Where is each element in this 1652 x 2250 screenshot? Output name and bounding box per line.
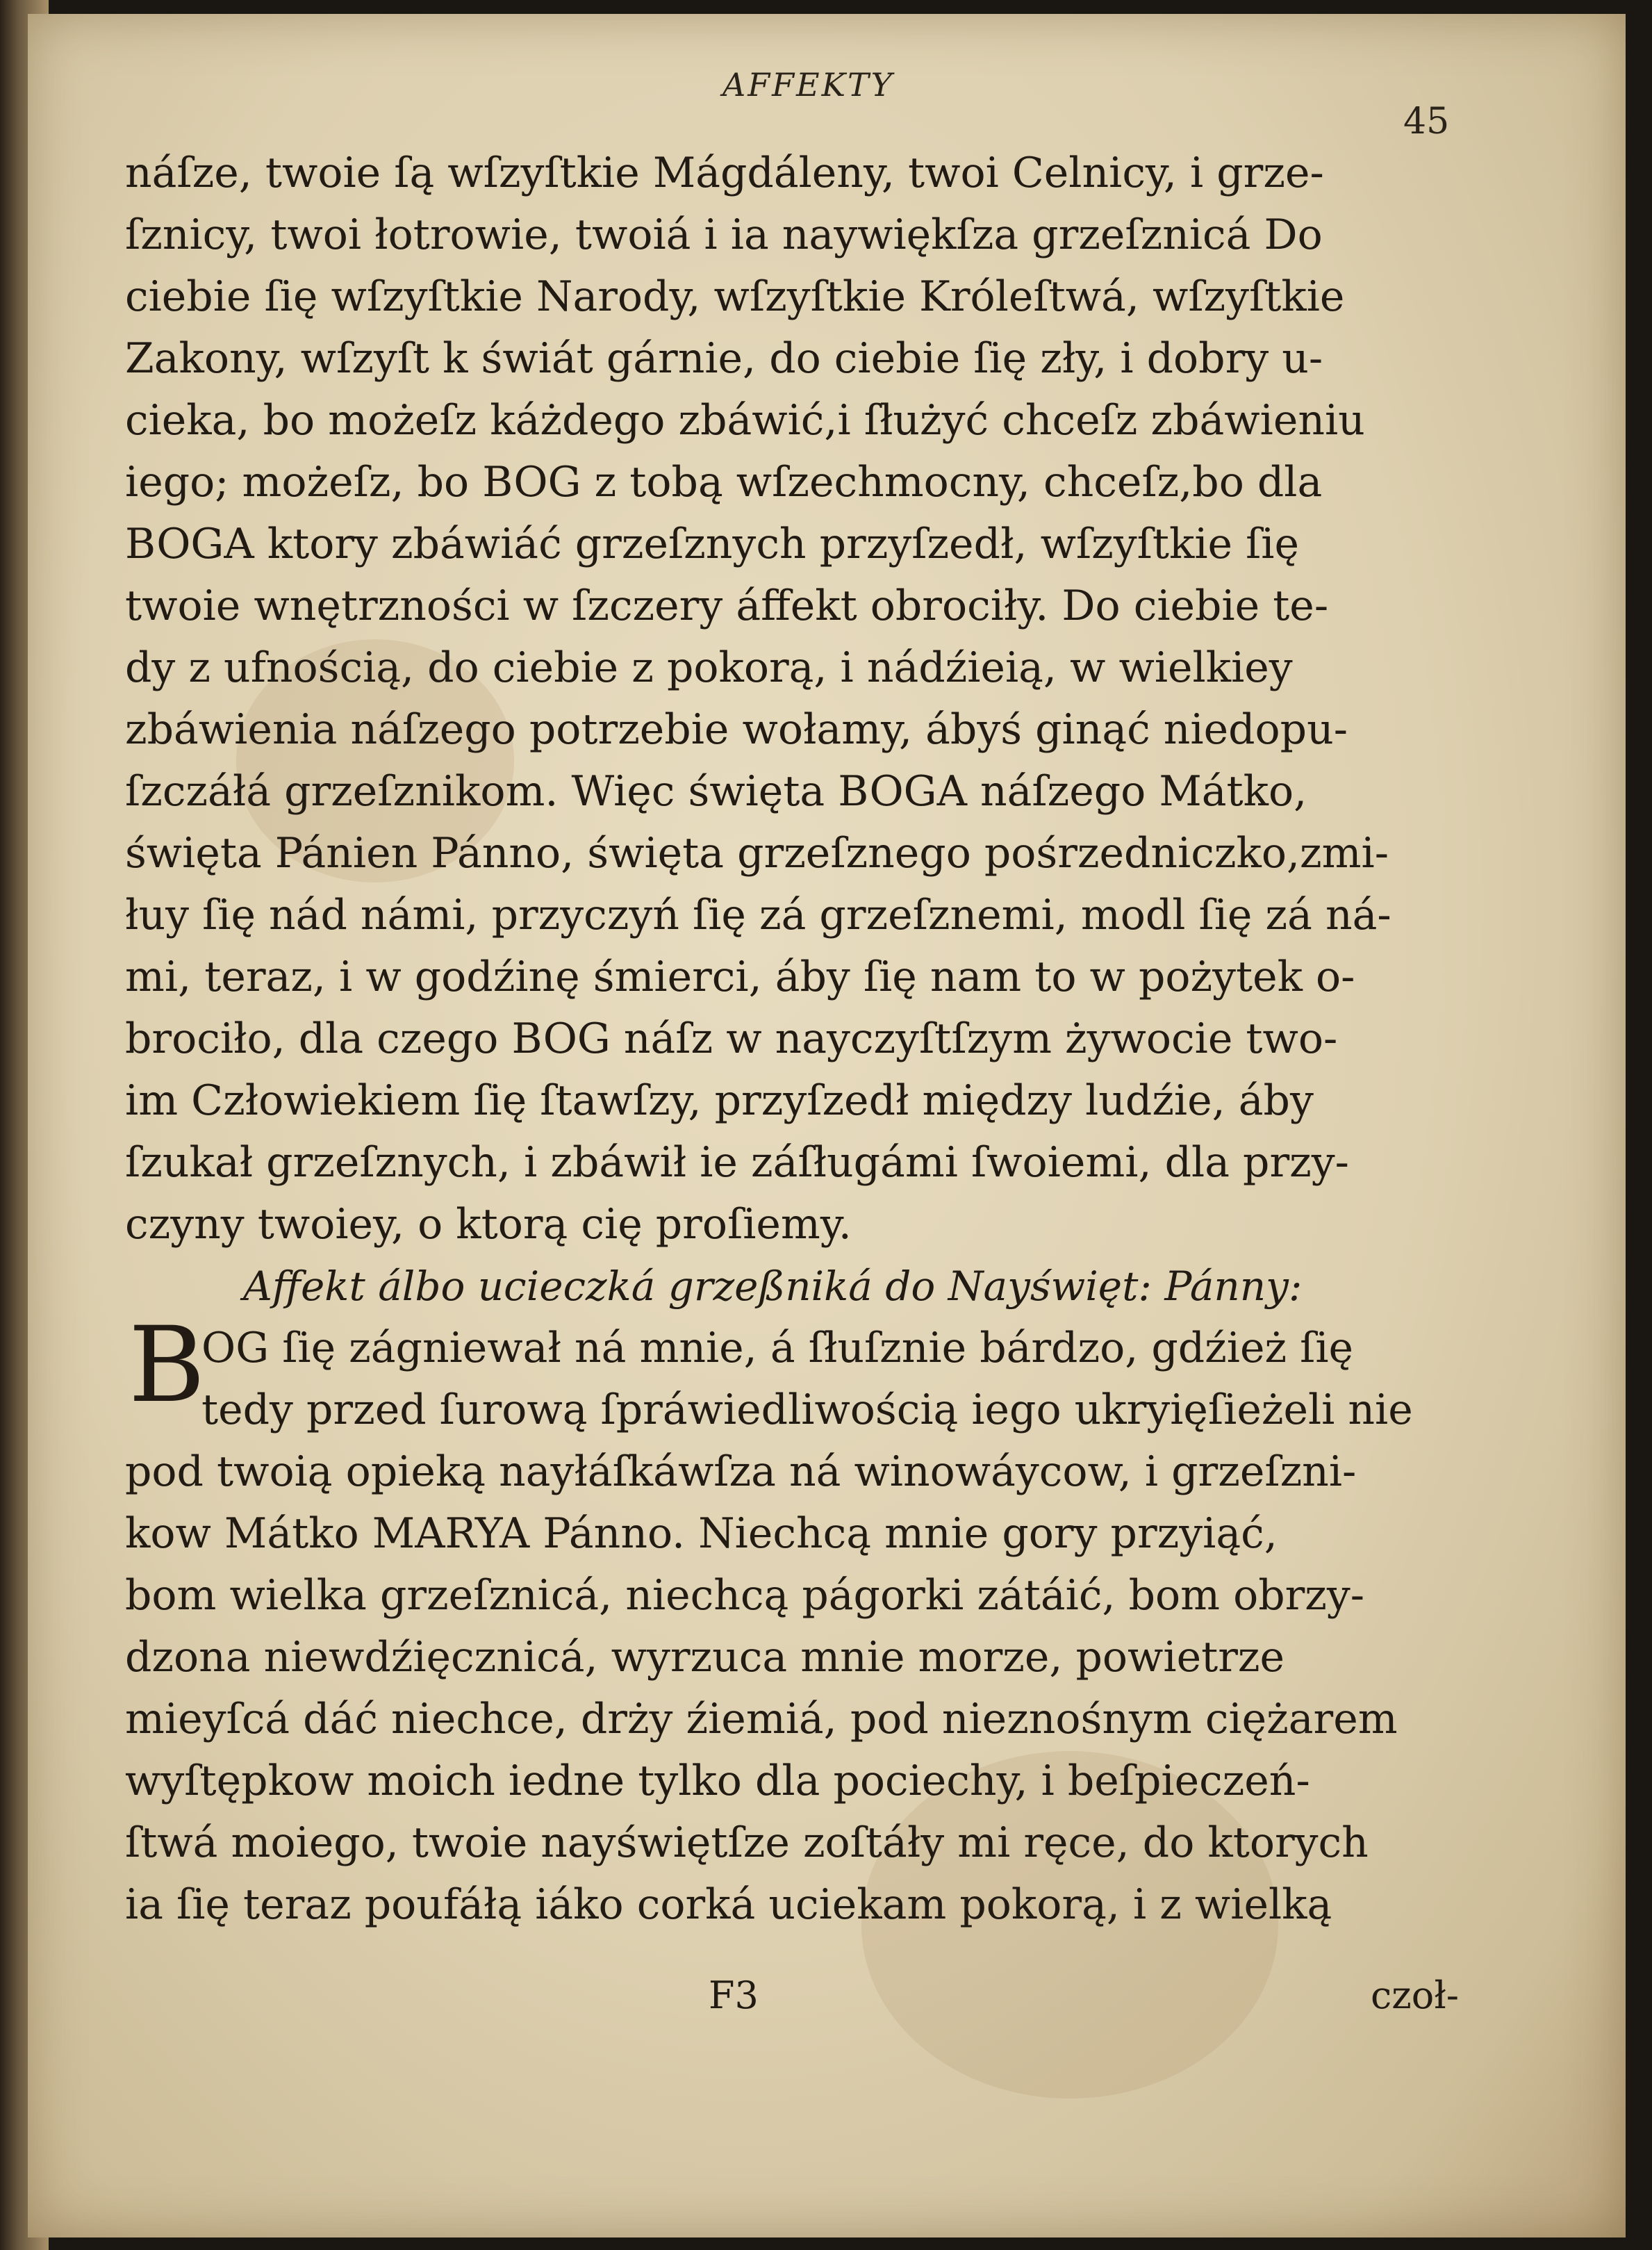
text-line: ia ſię teraz poufáłą iáko corká uciekam pokorą, i z wielką — [125, 1880, 1332, 1929]
section-heading: Affekt álbo ucieczká grzeßniká do Nayświęt: Pánny: — [243, 1263, 1303, 1310]
running-head: AFFEKTY — [722, 66, 895, 104]
text-line: iego; możeſz, bo BOG z tobą wſzechmocny, chceſz,bo dla — [125, 458, 1323, 507]
text-line: czyny twoiey, o ktorą cię proſiemy. — [125, 1200, 852, 1249]
signature-mark: F3 — [709, 1973, 759, 2017]
text-line: mieyſcá dáć niechce, drży źiemiá, pod nieznośnym ciężarem — [125, 1695, 1398, 1743]
paragraph-1 — [125, 142, 1487, 1256]
text-line: zbáwienia náſzego potrzebie wołamy, ábyś ginąć niedopu- — [125, 705, 1348, 754]
text-line: náſze, twoie ſą wſzyſtkie Mágdáleny, twoi Celnicy, i grze- — [125, 149, 1324, 197]
page-footer — [125, 1973, 1487, 2029]
text-line: ſtwá moiego, twoie nayświętſze zoſtáły mi ręce, do ktorych — [125, 1818, 1369, 1867]
page-number: 45 — [1403, 101, 1450, 142]
text-line: Zakony, wſzyſt k świát gárnie, do ciebie ſię zły, i dobry u- — [125, 334, 1323, 383]
text-line: twoie wnętrzności w ſzczery áffekt obrociły. Do ciebie te- — [125, 582, 1329, 630]
drop-cap-letter: B — [129, 1305, 206, 1426]
text-line: im Człowiekiem ſię ſtawſzy, przyſzedł między ludźie, áby — [125, 1076, 1314, 1125]
text-line: cieka, bo możeſz káżdego zbáwić,i ſłużyć chceſz zbáwieniu — [125, 396, 1365, 445]
text-line: tedy przed ſurową ſpráwiedliwością iego ukryięſieżeli nie — [201, 1386, 1413, 1434]
text-line: ſzczáłá grzeſznikom. Więc święta BOGA náſzego Mátko, — [125, 767, 1307, 816]
text-line: ſzukał grzeſznych, i zbáwił ie záſługámi ſwoiemi, dla przy- — [125, 1138, 1349, 1187]
text-line: BOGA ktory zbáwiáć grzeſznych przyſzedł, wſzyſtkie ſię — [125, 520, 1299, 568]
paragraph-2 — [125, 1317, 1487, 1936]
text-line: ciebie ſię wſzyſtkie Narody, wſzyſtkie Króleſtwá, wſzyſtkie — [125, 272, 1345, 321]
text-line: pod twoią opieką nayłáſkáwſza ná winowáycow, i grzeſzni- — [125, 1447, 1357, 1496]
text-line: wyſtępkow moich iedne tylko dla pociechy, i beſpieczeń- — [125, 1757, 1310, 1805]
text-line: OG ſię zágniewał ná mnie, á ſłuſznie bárdzo, gdźież ſię — [201, 1324, 1354, 1372]
text-line: kow Mátko MARYA Pánno. Niechcą mnie gory przyiąć, — [125, 1509, 1278, 1558]
text-line: mi, teraz, i w godźinę śmierci, áby ſię nam to w pożytek o- — [125, 953, 1355, 1001]
text-line: święta Pánien Pánno, święta grzeſznego pośrzedniczko,zmi- — [125, 829, 1389, 878]
text-line: dy z ufnością, do ciebie z pokorą, i nádźieią, w wielkiey — [125, 643, 1293, 692]
text-line: dzona niewdźięcznicá, wyrzuca mnie morze, powietrze — [125, 1633, 1285, 1682]
text-line: bom wielka grzeſznicá, niechcą págorki zátáić, bom obrzy- — [125, 1571, 1365, 1620]
text-line: brociło, dla czego BOG náſz w nayczyſtſzym żywocie two- — [125, 1015, 1338, 1063]
catchword: czoł- — [1371, 1973, 1459, 2017]
text-line: ſznicy, twoi łotrowie, twoiá i ia naywiękſza grzeſznicá Do — [125, 211, 1323, 259]
main-text — [125, 142, 1487, 1936]
text-line: łuy ſię nád námi, przyczyń ſię zá grzeſznemi, modl ſię zá ná- — [125, 891, 1391, 939]
